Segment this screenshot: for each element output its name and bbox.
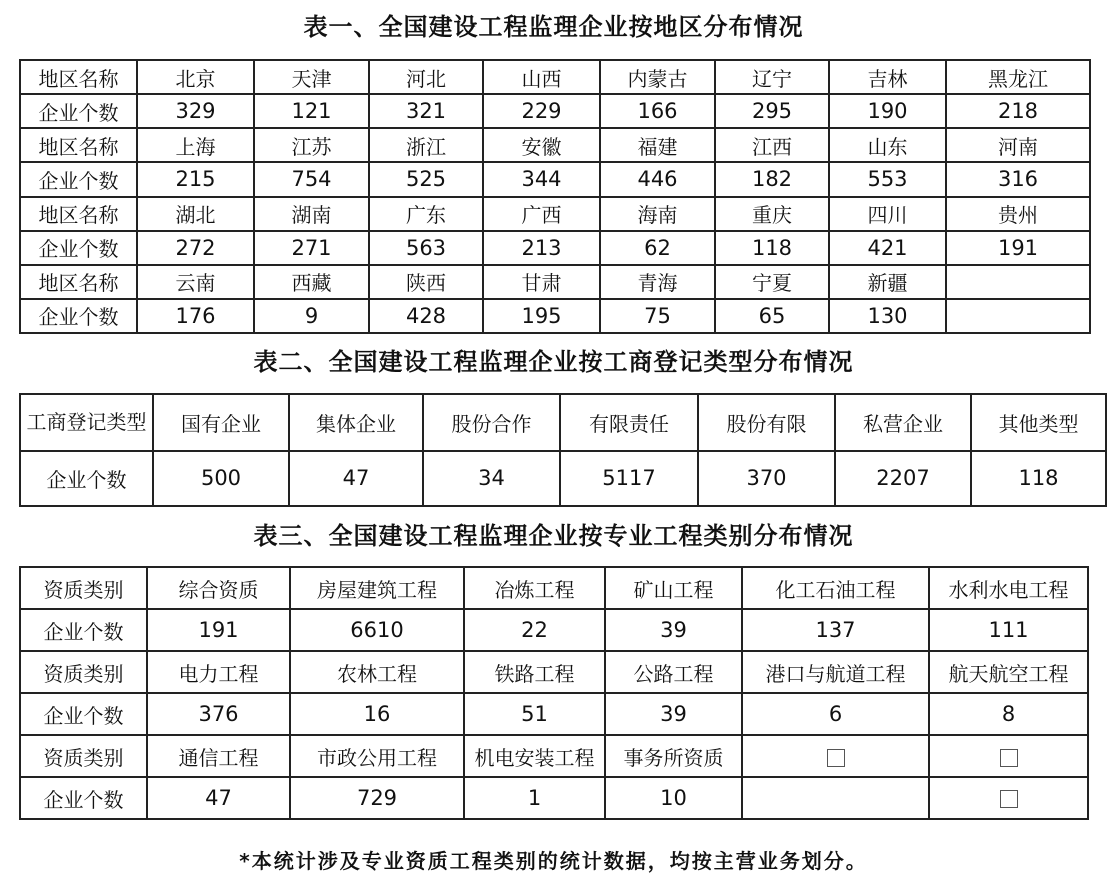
row-header-cell: 企业个数 [20, 94, 137, 128]
count-cell [929, 777, 1088, 819]
category-cell: 青海 [600, 265, 715, 299]
category-cell: 河北 [369, 60, 483, 94]
category-cell: 农林工程 [290, 651, 464, 693]
category-cell: 冶炼工程 [464, 567, 605, 609]
count-cell: 195 [483, 299, 600, 333]
qualification-row [20, 567, 1088, 609]
count-cell: 16 [290, 693, 464, 735]
count-cell: 62 [600, 231, 715, 265]
count-cell: 137 [742, 609, 929, 651]
category-cell: 河南 [946, 128, 1090, 162]
category-cell: 北京 [137, 60, 254, 94]
count-cell: 39 [605, 609, 742, 651]
count-cell: 754 [254, 162, 369, 196]
row-header-cell: 企业个数 [20, 231, 137, 265]
category-cell: 电力工程 [147, 651, 290, 693]
category-cell: 山西 [483, 60, 600, 94]
category-cell: 上海 [137, 128, 254, 162]
count-cell: 191 [946, 231, 1090, 265]
category-cell: 矿山工程 [605, 567, 742, 609]
category-cell: 公路工程 [605, 651, 742, 693]
category-cell [946, 265, 1090, 299]
category-cell: 贵州 [946, 197, 1090, 231]
category-cell: 铁路工程 [464, 651, 605, 693]
count-cell: 47 [147, 777, 290, 819]
category-cell: 辽宁 [715, 60, 829, 94]
count-cell: 166 [600, 94, 715, 128]
category-cell: 浙江 [369, 128, 483, 162]
count-cell: 421 [829, 231, 946, 265]
region-table [19, 59, 1091, 334]
qualification-row [20, 609, 1088, 651]
category-cell: 水利水电工程 [929, 567, 1088, 609]
category-cell: 港口与航道工程 [742, 651, 929, 693]
category-cell: 海南 [600, 197, 715, 231]
count-cell: 329 [137, 94, 254, 128]
empty-checkbox-icon [827, 749, 845, 767]
count-cell: 218 [946, 94, 1090, 128]
count-cell: 75 [600, 299, 715, 333]
count-cell: 10 [605, 777, 742, 819]
count-cell: 130 [829, 299, 946, 333]
count-cell: 321 [369, 94, 483, 128]
region-row [20, 299, 1090, 333]
row-header-cell: 企业个数 [20, 693, 147, 735]
row-header-cell: 资质类别 [20, 651, 147, 693]
category-cell: 甘肃 [483, 265, 600, 299]
category-cell: 房屋建筑工程 [290, 567, 464, 609]
count-cell [742, 777, 929, 819]
region-row [20, 128, 1090, 162]
table2-title: 表二、全国建设工程监理企业按工商登记类型分布情况 [253, 348, 854, 376]
category-cell: 综合资质 [147, 567, 290, 609]
row-header-cell: 地区名称 [20, 197, 137, 231]
category-cell: 四川 [829, 197, 946, 231]
category-cell: 股份有限 [698, 394, 835, 451]
category-cell: 吉林 [829, 60, 946, 94]
category-cell: 陕西 [369, 265, 483, 299]
count-cell: 376 [147, 693, 290, 735]
footnote: *本统计涉及专业资质工程类别的统计数据，均按主营业务划分。 [239, 849, 868, 873]
row-header-cell: 工商登记类型 [20, 394, 153, 451]
category-cell [929, 735, 1088, 777]
count-cell: 370 [698, 451, 835, 506]
category-cell: 山东 [829, 128, 946, 162]
category-cell: 安徽 [483, 128, 600, 162]
category-cell: 集体企业 [289, 394, 423, 451]
count-cell: 39 [605, 693, 742, 735]
category-cell: 化工石油工程 [742, 567, 929, 609]
count-cell: 2207 [835, 451, 971, 506]
count-cell: 176 [137, 299, 254, 333]
count-cell: 344 [483, 162, 600, 196]
qualification-row [20, 777, 1088, 819]
count-cell: 446 [600, 162, 715, 196]
count-cell: 271 [254, 231, 369, 265]
count-cell: 118 [715, 231, 829, 265]
category-cell: 宁夏 [715, 265, 829, 299]
category-cell: 重庆 [715, 197, 829, 231]
qualification-category-table [19, 566, 1089, 820]
count-cell: 563 [369, 231, 483, 265]
category-cell: 国有企业 [153, 394, 289, 451]
count-cell: 22 [464, 609, 605, 651]
category-cell [742, 735, 929, 777]
category-cell: 股份合作 [423, 394, 560, 451]
category-cell: 云南 [137, 265, 254, 299]
table1-title: 表一、全国建设工程监理企业按地区分布情况 [303, 13, 804, 41]
category-cell: 黑龙江 [946, 60, 1090, 94]
registration-row [20, 451, 1106, 506]
region-row [20, 197, 1090, 231]
category-cell: 新疆 [829, 265, 946, 299]
row-header-cell: 地区名称 [20, 265, 137, 299]
count-cell: 34 [423, 451, 560, 506]
count-cell: 500 [153, 451, 289, 506]
count-cell: 191 [147, 609, 290, 651]
count-cell: 6610 [290, 609, 464, 651]
count-cell: 8 [929, 693, 1088, 735]
category-cell: 事务所资质 [605, 735, 742, 777]
count-cell: 525 [369, 162, 483, 196]
category-cell: 广东 [369, 197, 483, 231]
count-cell: 65 [715, 299, 829, 333]
table3-title: 表三、全国建设工程监理企业按专业工程类别分布情况 [253, 522, 854, 550]
region-row [20, 60, 1090, 94]
registration-type-table [19, 393, 1107, 507]
region-row [20, 265, 1090, 299]
count-cell: 121 [254, 94, 369, 128]
row-header-cell: 资质类别 [20, 567, 147, 609]
row-header-cell: 地区名称 [20, 128, 137, 162]
row-header-cell: 地区名称 [20, 60, 137, 94]
count-cell: 47 [289, 451, 423, 506]
row-header-cell: 企业个数 [20, 451, 153, 506]
count-cell: 9 [254, 299, 369, 333]
registration-row [20, 394, 1106, 451]
count-cell: 553 [829, 162, 946, 196]
category-cell: 西藏 [254, 265, 369, 299]
qualification-row [20, 735, 1088, 777]
count-cell: 6 [742, 693, 929, 735]
count-cell [946, 299, 1090, 333]
row-header-cell: 资质类别 [20, 735, 147, 777]
count-cell: 182 [715, 162, 829, 196]
category-cell: 江西 [715, 128, 829, 162]
category-cell: 航天航空工程 [929, 651, 1088, 693]
category-cell: 通信工程 [147, 735, 290, 777]
count-cell: 272 [137, 231, 254, 265]
qualification-row [20, 651, 1088, 693]
count-cell: 215 [137, 162, 254, 196]
qualification-row [20, 693, 1088, 735]
category-cell: 有限责任 [560, 394, 698, 451]
row-header-cell: 企业个数 [20, 609, 147, 651]
count-cell: 213 [483, 231, 600, 265]
category-cell: 内蒙古 [600, 60, 715, 94]
category-cell: 市政公用工程 [290, 735, 464, 777]
category-cell: 机电安装工程 [464, 735, 605, 777]
count-cell: 729 [290, 777, 464, 819]
category-cell: 福建 [600, 128, 715, 162]
category-cell: 天津 [254, 60, 369, 94]
empty-checkbox-icon [1000, 749, 1018, 767]
row-header-cell: 企业个数 [20, 162, 137, 196]
region-row [20, 231, 1090, 265]
count-cell: 1 [464, 777, 605, 819]
count-cell: 118 [971, 451, 1106, 506]
empty-checkbox-icon [1000, 790, 1018, 808]
row-header-cell: 企业个数 [20, 777, 147, 819]
category-cell: 湖南 [254, 197, 369, 231]
category-cell: 广西 [483, 197, 600, 231]
count-cell: 316 [946, 162, 1090, 196]
count-cell: 295 [715, 94, 829, 128]
category-cell: 私营企业 [835, 394, 971, 451]
count-cell: 190 [829, 94, 946, 128]
count-cell: 5117 [560, 451, 698, 506]
category-cell: 江苏 [254, 128, 369, 162]
region-row [20, 162, 1090, 196]
region-row [20, 94, 1090, 128]
count-cell: 111 [929, 609, 1088, 651]
category-cell: 其他类型 [971, 394, 1106, 451]
count-cell: 229 [483, 94, 600, 128]
row-header-cell: 企业个数 [20, 299, 137, 333]
category-cell: 湖北 [137, 197, 254, 231]
count-cell: 51 [464, 693, 605, 735]
count-cell: 428 [369, 299, 483, 333]
